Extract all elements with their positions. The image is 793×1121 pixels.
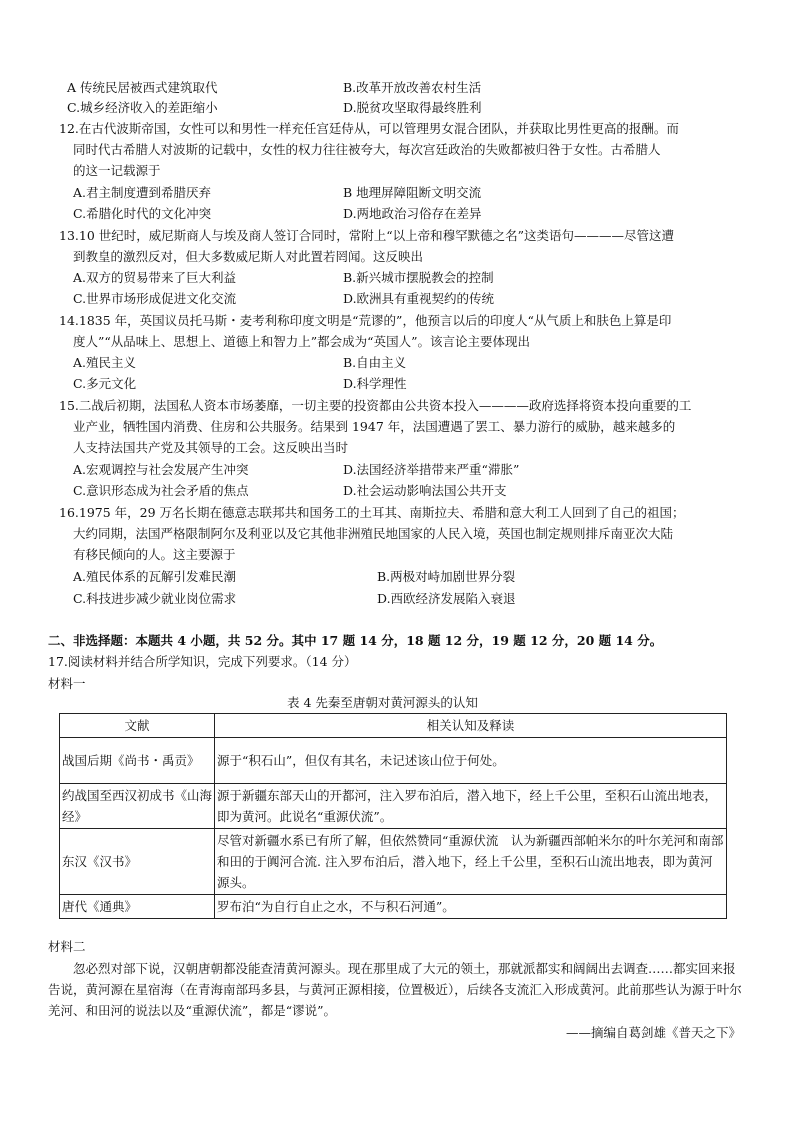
table-cell-text: 罗布泊“为自行自止之水，不与积石河通”。 (215, 895, 727, 919)
q12-option-c: C.希腊化时代的文化冲突 (73, 206, 212, 221)
q12-stem-line-2: 同时代古希腊人对波斯的记载中，女性的权力往往被夸大，每次宫廷政治的失败都被归咎于女性。古希腊人 (73, 142, 661, 157)
q12-stem-line-1: 12.在古代波斯帝国，女性可以和男性一样充任宫廷侍从，可以管理男女混合团队，并获取比男性更高的报酬。而 (59, 121, 679, 136)
q17-intro: 17.阅读材料并结合所学知识，完成下列要求。（14 分） (48, 654, 357, 669)
q14-option-a: A.殖民主义 (73, 355, 137, 370)
table-cell-source: 战国后期《尚书・禹贡》 (60, 738, 215, 784)
q15-option-d: D.社会运动影响法国公共开支 (343, 483, 507, 498)
table-cell-text: 源于新疆东部天山的开都河，注入罗布泊后，潜入地下，经上千公里，至积石山流出地表，即为黄河。此说名“重源伏流”。 (215, 784, 727, 829)
q16-option-b: B.两极对峙加剧世界分裂 (377, 569, 516, 584)
q14-option-b: B.自由主义 (343, 355, 407, 370)
q15-stem-line-1: 15.二战后初期，法国私人资本市场萎靡，一切主要的投资都由公共资本投入————政府选择将资本投向重要的工 (59, 398, 692, 413)
source-table (59, 713, 727, 919)
q12-option-a: A.君主制度遭到希腊厌弃 (73, 185, 212, 200)
q16-stem-line-2: 大约同期，法国严格限制阿尔及利亚以及它其他非洲殖民地国家的人民入境，英国也制定规则排斥南亚次大陆 (73, 526, 674, 541)
q13-stem-line-1: 13.10 世纪时，威尼斯商人与埃及商人签订合同时，常附上“以上帝和穆罕默德之名”这类语句————尽管这遭 (59, 228, 675, 243)
q14-stem-line-2: 度人”“从品味上、思想上、道德上和智力上”都会成为“英国人”。该言论主要体现出 (73, 334, 530, 349)
material1-label: 材料一 (48, 676, 86, 691)
q11-option-b: B.改革开放改善农村生活 (343, 80, 482, 95)
q15-option-a: A.宏观调控与社会发展产生冲突 (73, 462, 249, 477)
q12-stem-line-3: 的这一记载源于 (73, 163, 161, 178)
table-header-source: 文献 (60, 714, 215, 738)
q12-option-d: D.两地政治习俗存在差异 (343, 206, 482, 221)
q15-stem-line-2: 业产业，牺牲国内消费、住房和公共服务。结果到 1947 年，法国遭遇了罢工、暴力游行的威胁，越来越多的 (73, 419, 676, 434)
q14-stem-line-1: 14.1835 年，英国议员托马斯・麦考利称印度文明是“荒谬的”，他预言以后的印度人“从气质上和肤色上算是印 (59, 313, 672, 328)
material2-label: 材料二 (48, 939, 86, 954)
table-header-interpretation: 相关认知及释读 (215, 714, 727, 738)
table-row (60, 784, 727, 829)
q14-option-c: C.多元文化 (73, 376, 137, 391)
table-cell-text: 尽管对新疆水系已有所了解，但依然赞同“重源伏流 认为新疆西部帕米尔的叶尔羌河和南部和田的于阗河合流. 注入罗布泊后，潜入地下，经上千公里，至积石山流出地表，即为黄河源头。 (215, 829, 727, 895)
table-cell-source: 东汉《汉书》 (60, 829, 215, 895)
q13-option-b: B.新兴城市摆脱教会的控制 (343, 270, 494, 285)
table-row (60, 895, 727, 919)
q15-stem-line-3: 人支持法国共产党及其领导的工会。这反映出当时 (73, 440, 349, 455)
q11-option-a: A 传统民居被西式建筑取代 (67, 80, 218, 95)
q11-option-c: C.城乡经济收入的差距缩小 (67, 100, 218, 115)
q15-option-b: D.法国经济举措带来严重“滞胀” (343, 462, 520, 477)
table-cell-text: 源于“积石山”，但仅有其名，未记述该山位于何处。 (215, 738, 727, 784)
q12-option-b: B 地理屏障阻断文明交流 (343, 185, 482, 200)
material2-paragraph: 忽必烈对部下说，汉朝唐朝都没能查清黄河源头。现在那里成了大元的领土，那就派都实和阔阔出去调查……都实回来报告说，黄河源在星宿海（在青海南部玛多县，与黄河正源相接，位置极近），后续各支流汇入形成黄河。此前那些认为源于叶尔羌河、和田河的说法以及“重源伏流”，都是“谬说”。 (48, 961, 742, 1018)
q11-option-d: D.脱贫攻坚取得最终胜利 (343, 100, 482, 115)
q16-stem-line-1: 16.1975 年，29 万名长期在德意志联邦共和国务工的土耳其、南斯拉夫、希腊和意大利工人回到了自己的祖国； (59, 505, 685, 520)
q14-option-d: D.科学理性 (343, 376, 407, 391)
table-cell-source: 唐代《通典》 (60, 895, 215, 919)
q16-option-c: C.科技进步减少就业岗位需求 (73, 591, 237, 606)
q13-option-a: A.双方的贸易带来了巨大利益 (73, 270, 237, 285)
section-heading: 二、非选择题：本题共 4 小题，共 52 分。其中 17 题 14 分，18 题 12 分，19 题 12 分，20 题 14 分。 (48, 633, 663, 648)
q16-option-d: D.西欧经济发展陷入衰退 (377, 591, 516, 606)
table-cell-source: 约战国至西汉初成书《山海经》 (60, 784, 215, 829)
q15-option-c: C.意识形态成为社会矛盾的焦点 (73, 483, 249, 498)
q13-stem-line-2: 到教皇的激烈反对，但大多数威尼斯人对此置若罔闻。这反映出 (73, 249, 424, 264)
q16-option-a: A.殖民体系的瓦解引发难民潮 (73, 569, 237, 584)
q13-option-d: D.欧洲具有重视契约的传统 (343, 291, 495, 306)
q16-stem-line-3: 有移民倾向的人。这主要源于 (73, 547, 236, 562)
material2-citation: ——摘编自葛剑雄《普天之下》 (565, 1025, 741, 1040)
table-row (60, 829, 727, 895)
q13-option-c: C.世界市场形成促进文化交流 (73, 291, 237, 306)
table-caption: 表 4 先秦至唐朝对黄河源头的认知 (287, 695, 478, 710)
table-header-row (60, 714, 727, 738)
table-row (60, 738, 727, 784)
